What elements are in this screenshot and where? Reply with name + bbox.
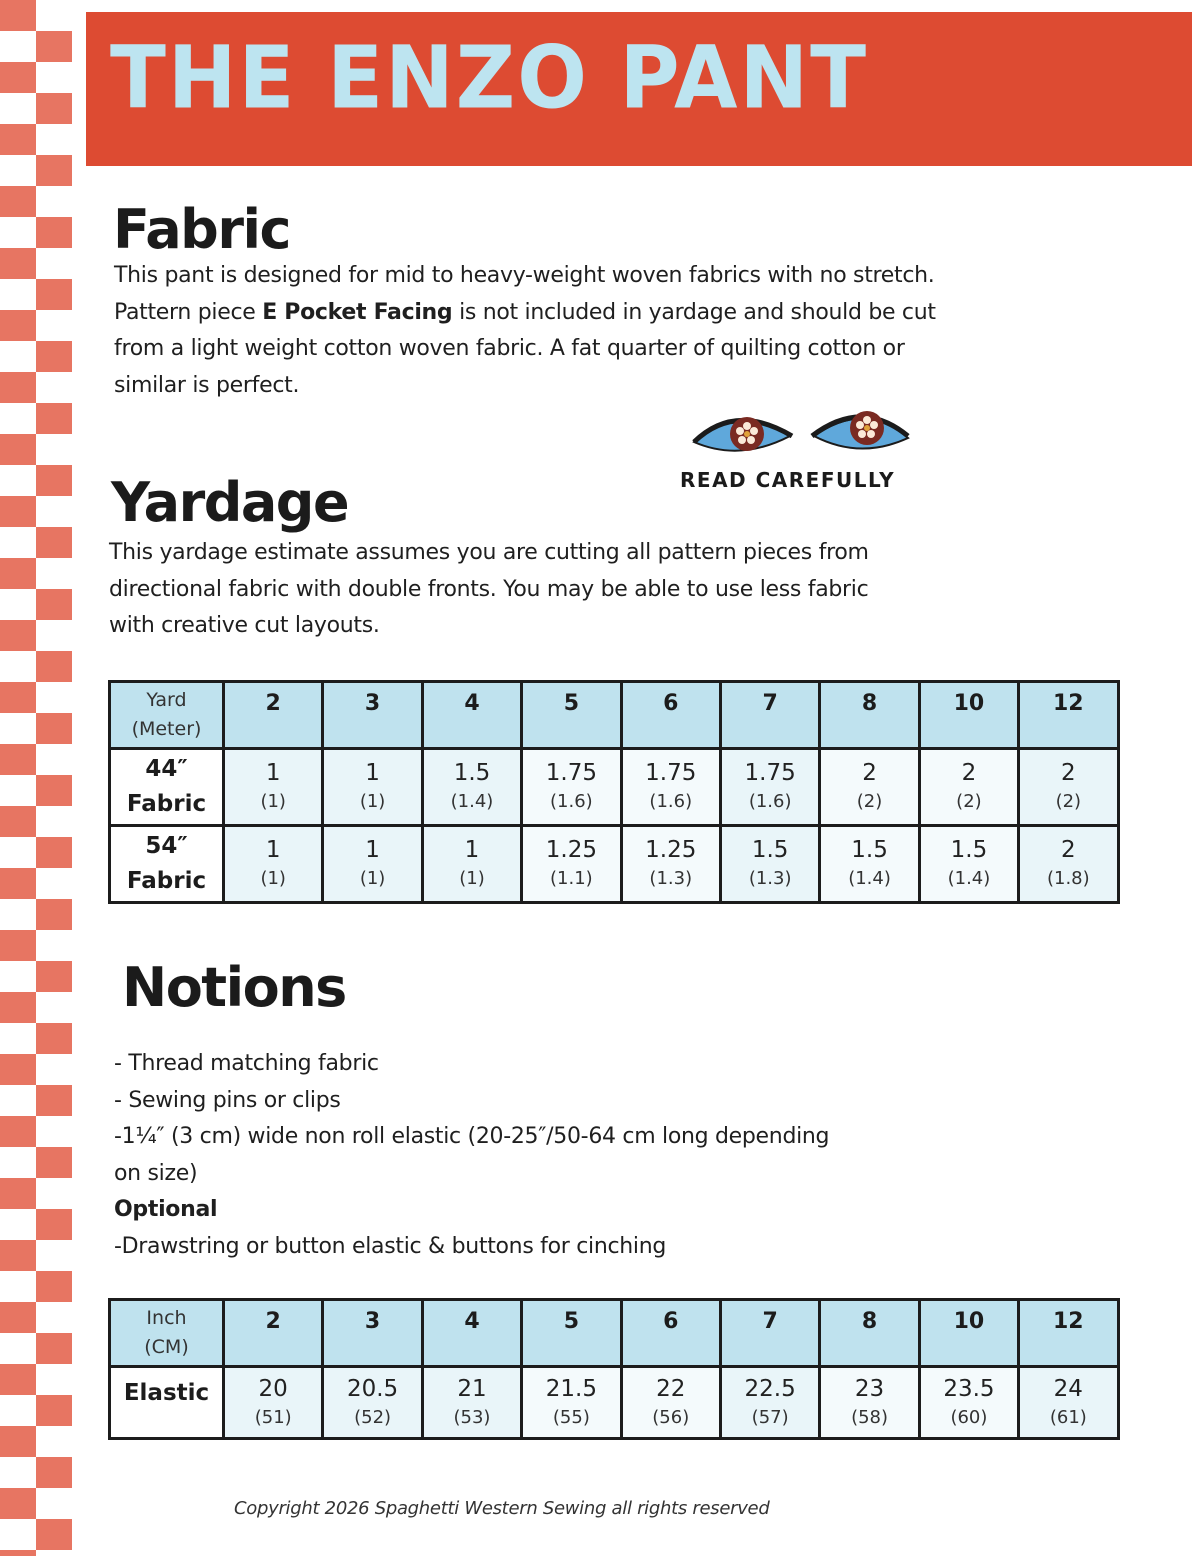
yardage-header-row <box>110 682 1119 749</box>
table-cell <box>224 1367 323 1439</box>
list-item: -1¼″ (3 cm) wide non roll elastic (20-25″/50-64 cm long depending <box>114 1124 830 1150</box>
yardage-description <box>109 535 1009 645</box>
checker-square <box>0 1054 36 1085</box>
checker-square <box>0 744 36 775</box>
checker-square <box>36 1271 72 1302</box>
table-cell <box>323 749 422 826</box>
elastic-corner <box>110 1300 224 1367</box>
cell-value: 1.5 <box>751 837 789 863</box>
eyes-icon <box>680 406 930 468</box>
yardage-table <box>108 680 1120 904</box>
cell-value: 2 <box>961 760 977 786</box>
cell-metric: (1.1) <box>550 868 593 889</box>
cell-metric: (1.6) <box>748 791 792 812</box>
table-cell <box>720 1367 819 1439</box>
table-cell <box>224 826 323 903</box>
checker-square <box>0 1364 36 1395</box>
checker-square <box>0 248 36 279</box>
notions-list <box>114 1046 904 1266</box>
cell-metric: (60) <box>950 1406 988 1428</box>
elastic-header-row <box>110 1300 1119 1367</box>
size-header: 2 <box>224 1300 323 1367</box>
size-header: 6 <box>621 682 720 749</box>
size-header: 2 <box>224 682 323 749</box>
cell-value: 2 <box>1061 837 1076 863</box>
table-cell <box>621 749 720 826</box>
cell-value: 21 <box>457 1375 487 1402</box>
elastic-table <box>108 1298 1120 1440</box>
table-cell <box>621 826 720 903</box>
checker-square <box>36 899 72 930</box>
cell-metric: (2) <box>1055 791 1082 812</box>
cell-metric: (57) <box>751 1406 789 1428</box>
page-title: THE ENZO PANT <box>110 28 869 129</box>
table-cell <box>820 1367 919 1439</box>
checker-square <box>36 465 72 496</box>
checker-border <box>0 0 72 1556</box>
cell-value: 1.75 <box>645 760 697 786</box>
cell-value: 1.25 <box>545 837 597 863</box>
fabric-width: 54″ <box>145 833 188 859</box>
read-carefully-label: READ CAREFULLY <box>680 468 896 492</box>
checker-square <box>36 1147 72 1178</box>
checker-square <box>0 186 36 217</box>
cell-value: 2 <box>1061 760 1076 786</box>
cell-value: 1.25 <box>645 837 697 863</box>
size-header: 12 <box>1019 682 1118 749</box>
read-carefully-badge <box>680 406 930 494</box>
fabric-line: similar is perfect. <box>114 372 300 398</box>
checker-square <box>0 868 36 899</box>
unit-label: Inch <box>146 1307 187 1329</box>
notions-heading: Notions <box>122 956 346 1019</box>
cell-value: 1.5 <box>453 760 491 786</box>
cell-metric: (55) <box>552 1406 590 1428</box>
cell-metric: (61) <box>1049 1406 1087 1428</box>
checker-square <box>0 310 36 341</box>
cell-metric: (2) <box>956 791 982 812</box>
checker-square <box>36 1457 72 1488</box>
checker-square <box>0 682 36 713</box>
checker-square <box>36 1333 72 1364</box>
checker-square <box>0 124 36 155</box>
table-cell <box>820 826 919 903</box>
checker-square <box>0 1302 36 1333</box>
cell-metric: (52) <box>354 1406 392 1428</box>
checker-square <box>36 403 72 434</box>
fabric-label: Fabric <box>126 868 207 894</box>
checker-square <box>36 1023 72 1054</box>
table-cell <box>422 749 521 826</box>
cell-metric: (1) <box>260 868 286 889</box>
cell-metric: (53) <box>453 1406 491 1428</box>
cell-metric: (1.6) <box>550 791 593 812</box>
cell-value: 23 <box>854 1375 885 1402</box>
cell-value: 2 <box>862 760 877 786</box>
checker-square <box>36 713 72 744</box>
unit-label: Yard <box>146 689 187 711</box>
yardage-heading: Yardage <box>111 471 349 534</box>
checker-square <box>0 1178 36 1209</box>
cell-value: 1.5 <box>851 837 888 863</box>
size-header: 12 <box>1019 1300 1118 1367</box>
checker-square <box>36 589 72 620</box>
table-cell <box>621 1367 720 1439</box>
cell-value: 20.5 <box>346 1375 399 1402</box>
list-item: - Sewing pins or clips <box>114 1087 341 1113</box>
cell-value: 24 <box>1053 1375 1083 1402</box>
list-item: -Drawstring or button elastic & buttons for cinching <box>114 1233 667 1259</box>
checker-square <box>36 837 72 868</box>
cell-metric: (1.4) <box>947 868 991 889</box>
table-cell <box>323 826 422 903</box>
size-header: 5 <box>522 1300 621 1367</box>
size-header: 3 <box>323 682 422 749</box>
checker-square <box>36 1085 72 1116</box>
checker-square <box>36 341 72 372</box>
size-header: 4 <box>422 1300 521 1367</box>
cell-metric: (51) <box>254 1406 292 1428</box>
size-header: 10 <box>919 682 1018 749</box>
cell-value: 22 <box>656 1375 686 1402</box>
cell-value: 21.5 <box>545 1375 597 1402</box>
copyright-notice: Copyright 2026 Spaghetti Western Sewing all rights reserved <box>234 1498 770 1519</box>
row-label-elastic: Elastic <box>110 1367 224 1439</box>
cell-value: 1 <box>265 760 281 786</box>
checker-square <box>36 155 72 186</box>
cell-value: 1.5 <box>950 837 988 863</box>
checker-square <box>0 930 36 961</box>
checker-square <box>0 620 36 651</box>
size-header: 3 <box>323 1300 422 1367</box>
checker-square <box>36 279 72 310</box>
table-cell <box>522 749 621 826</box>
checker-square <box>0 434 36 465</box>
fabric-description <box>114 258 1034 404</box>
size-header: 8 <box>820 1300 919 1367</box>
fabric-line-text: is not included in yardage and should be cut <box>452 299 936 325</box>
checker-square <box>36 93 72 124</box>
cell-value: 1 <box>365 837 380 863</box>
table-cell <box>1019 826 1118 903</box>
checker-square <box>0 806 36 837</box>
cell-metric: (2) <box>856 791 883 812</box>
checker-square <box>36 1395 72 1426</box>
cell-metric: (1) <box>260 791 286 812</box>
cell-metric: (1.8) <box>1046 868 1090 889</box>
checker-square <box>0 1426 36 1457</box>
cell-metric: (1) <box>359 791 386 812</box>
cell-metric: (1.6) <box>649 791 693 812</box>
checker-square <box>36 31 72 62</box>
table-cell <box>919 826 1018 903</box>
list-item: - Thread matching fabric <box>114 1051 379 1076</box>
fabric-line-text: Pattern piece <box>114 299 263 325</box>
checker-square <box>36 217 72 248</box>
checker-square <box>36 1209 72 1240</box>
cell-value: 1.75 <box>744 760 796 786</box>
size-header: 7 <box>720 682 819 749</box>
cell-metric: (1.4) <box>848 868 891 889</box>
cell-metric: (1.3) <box>649 868 693 889</box>
table-cell <box>422 1367 521 1439</box>
checker-square <box>36 1519 72 1550</box>
table-cell <box>919 749 1018 826</box>
checker-square <box>0 558 36 589</box>
cell-value: 20 <box>258 1375 288 1402</box>
table-cell <box>422 826 521 903</box>
checker-square <box>0 1116 36 1147</box>
yardage-line: This yardage estimate assumes you are cutting all pattern pieces from <box>109 540 869 565</box>
checker-square <box>36 961 72 992</box>
cell-metric: (58) <box>851 1406 889 1428</box>
size-header: 4 <box>422 682 521 749</box>
checker-square <box>0 992 36 1023</box>
cell-value: 1 <box>464 837 480 863</box>
size-header: 8 <box>820 682 919 749</box>
table-cell <box>720 749 819 826</box>
pocket-facing-label: E Pocket Facing <box>262 299 453 325</box>
size-header: 7 <box>720 1300 819 1367</box>
cell-value: 1 <box>365 760 380 786</box>
table-cell <box>323 1367 422 1439</box>
table-cell <box>720 826 819 903</box>
checker-square <box>0 1488 36 1519</box>
checker-square <box>0 372 36 403</box>
cell-metric: (1) <box>459 868 485 889</box>
checker-square <box>0 1550 36 1556</box>
cell-value: 1 <box>265 837 281 863</box>
table-cell <box>1019 1367 1118 1439</box>
fabric-width: 44″ <box>145 756 188 782</box>
fabric-heading: Fabric <box>113 198 290 261</box>
table-row <box>110 826 1119 903</box>
cell-value: 22.5 <box>744 1375 796 1402</box>
checker-square <box>36 775 72 806</box>
table-row <box>110 749 1119 826</box>
table-cell <box>820 749 919 826</box>
yardage-corner <box>110 682 224 749</box>
table-row <box>110 1367 1119 1439</box>
checker-square <box>0 0 36 31</box>
table-cell <box>224 749 323 826</box>
yardage-line: with creative cut layouts. <box>109 613 380 638</box>
table-cell <box>919 1367 1018 1439</box>
fabric-label: Fabric <box>126 791 207 817</box>
fabric-line <box>114 295 1034 332</box>
checker-square <box>36 527 72 558</box>
cell-metric: (1.4) <box>450 791 494 812</box>
size-header: 10 <box>919 1300 1018 1367</box>
checker-square <box>36 651 72 682</box>
yardage-line: directional fabric with double fronts. You may be able to use less fabric <box>109 576 869 602</box>
cell-metric: (1.3) <box>748 868 792 889</box>
unit-label-metric: (CM) <box>144 1336 189 1358</box>
cell-metric: (56) <box>652 1406 690 1428</box>
cell-metric: (1) <box>359 868 386 889</box>
row-label-54 <box>110 826 224 903</box>
checker-square <box>0 496 36 527</box>
table-cell <box>522 1367 621 1439</box>
table-cell <box>1019 749 1118 826</box>
cell-value: 1.75 <box>545 760 597 786</box>
unit-label-metric: (Meter) <box>131 718 202 740</box>
size-header: 6 <box>621 1300 720 1367</box>
fabric-line: from a light weight cotton woven fabric. A fat quarter of quilting cotton or <box>114 336 905 361</box>
cell-value: 23.5 <box>943 1375 995 1402</box>
table-cell <box>522 826 621 903</box>
optional-label: Optional <box>114 1197 218 1223</box>
title-banner <box>86 12 1192 166</box>
row-label-44 <box>110 749 224 826</box>
checker-square <box>0 1240 36 1271</box>
list-item: on size) <box>114 1160 198 1186</box>
checker-square <box>0 62 36 93</box>
size-header: 5 <box>522 682 621 749</box>
fabric-line: This pant is designed for mid to heavy-weight woven fabrics with no stretch. <box>114 263 935 288</box>
